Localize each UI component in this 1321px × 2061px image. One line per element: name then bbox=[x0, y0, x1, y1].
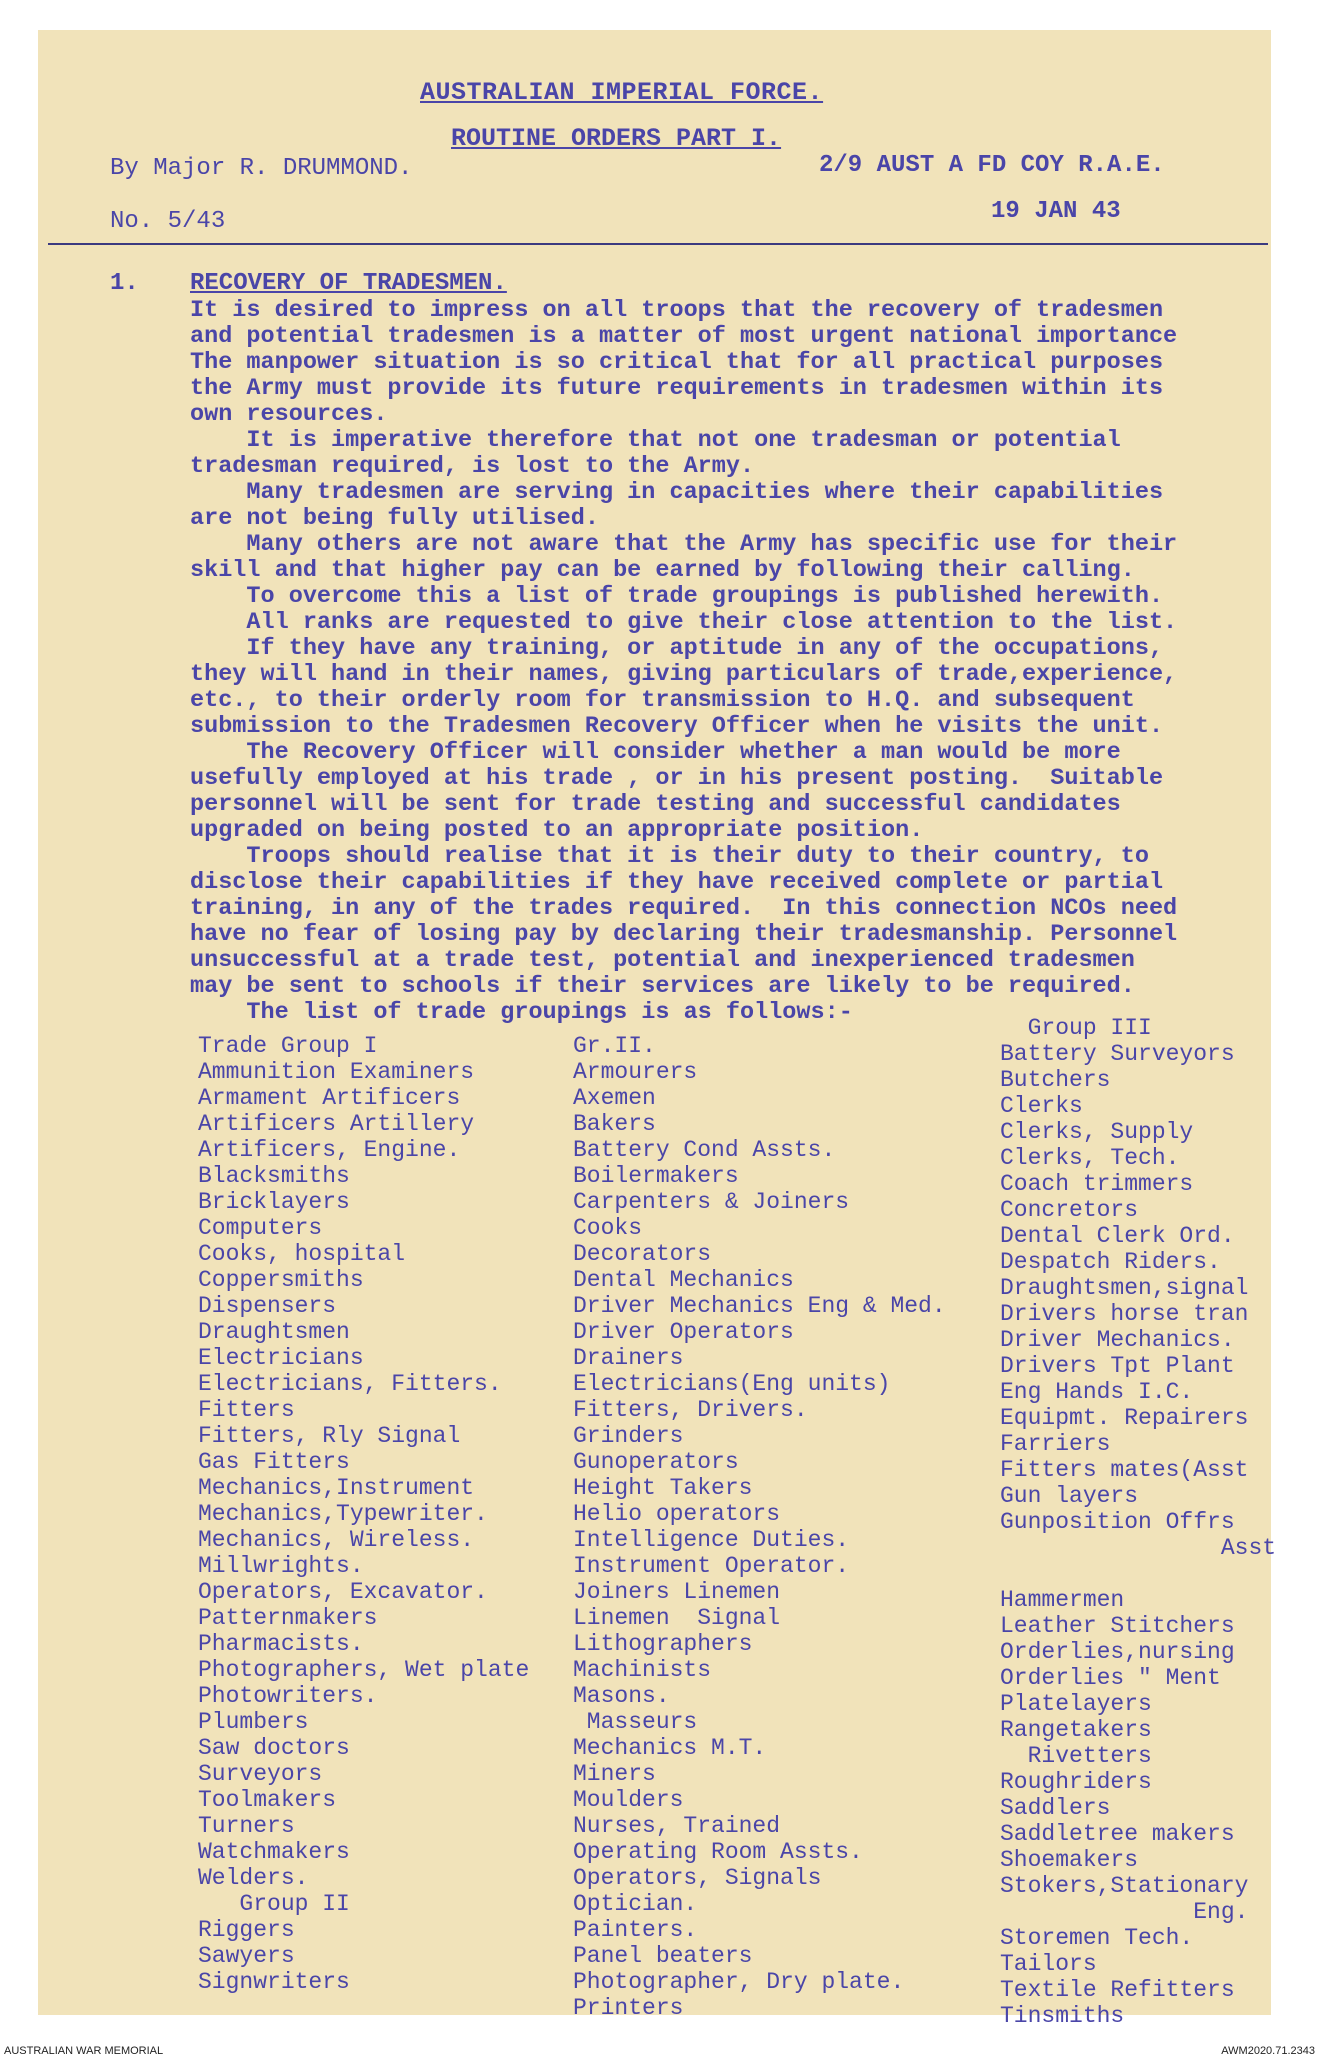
body-line: the Army must provide its future requirements in tradesmen within its bbox=[190, 375, 1164, 402]
trade-list-item: Joiners Linemen bbox=[573, 1579, 781, 1605]
trade-list-item: Dispensers bbox=[198, 1293, 337, 1319]
trade-list-item: Tinsmiths bbox=[1000, 2003, 1125, 2029]
document-subtitle: ROUTINE ORDERS PART I. bbox=[451, 124, 782, 153]
trade-list-item: Surveyors bbox=[198, 1761, 323, 1787]
trade-list-item: Photowriters. bbox=[198, 1683, 378, 1709]
body-line: All ranks are requested to give their close attention to the list. bbox=[190, 609, 1178, 636]
body-line: upgraded on being posted to an appropriate position. bbox=[190, 817, 924, 844]
trade-list-item: Cooks bbox=[573, 1215, 643, 1241]
document-sheet bbox=[38, 30, 1277, 2029]
trade-list-item: Photographers, Wet plate bbox=[198, 1657, 530, 1683]
trade-list-item: Saddletree makers bbox=[1000, 1821, 1235, 1847]
trade-list-item: Artificers, Engine. bbox=[198, 1137, 461, 1163]
trade-list-item: Gr.II. bbox=[573, 1033, 656, 1059]
body-line: etc., to their orderly room for transmission to H.Q. and subsequent bbox=[190, 687, 1135, 714]
order-date: 19 JAN 43 bbox=[991, 198, 1121, 225]
trade-list-item: Boilermakers bbox=[573, 1163, 739, 1189]
trade-list-item: Roughriders bbox=[1000, 1769, 1152, 1795]
trade-list-item: Coppersmiths bbox=[198, 1267, 364, 1293]
trade-list-item: Driver Mechanics Eng & Med. bbox=[573, 1293, 946, 1319]
trade-list-item: Linemen Signal bbox=[573, 1605, 781, 1631]
body-line: It is imperative therefore that not one tradesman or potential bbox=[190, 427, 1121, 454]
document-title: AUSTRALIAN IMPERIAL FORCE. bbox=[420, 78, 824, 107]
trade-list-item: Gun layers bbox=[1000, 1483, 1139, 1509]
trade-list-item: Drainers bbox=[573, 1345, 684, 1371]
trade-list-item: Masons. bbox=[573, 1683, 670, 1709]
trade-list-item bbox=[1000, 1561, 1276, 1587]
trade-list-item: Grinders bbox=[573, 1423, 684, 1449]
body-line: The manpower situation is so critical that for all practical purposes bbox=[190, 349, 1164, 376]
trade-list-item: Moulders bbox=[573, 1787, 684, 1813]
body-line: unsuccessful at a trade test, potential and inexperienced tradesmen bbox=[190, 947, 1135, 974]
trade-list-item: Platelayers bbox=[1000, 1691, 1152, 1717]
trade-list-item: Stokers,Stationary bbox=[1000, 1873, 1249, 1899]
archive-footer bbox=[0, 2044, 1321, 2061]
trade-list-item: Farriers bbox=[1000, 1431, 1111, 1457]
trade-list-item: Gas Fitters bbox=[198, 1449, 350, 1475]
body-line: usefully employed at his trade , or in his present posting. Suitable bbox=[190, 765, 1164, 792]
trade-list-item: Fitters mates(Asst bbox=[1000, 1457, 1249, 1483]
trade-list-item: Hammermen bbox=[1000, 1587, 1125, 1613]
trade-list-item: Drivers Tpt Plant bbox=[1000, 1353, 1235, 1379]
body-line: Many others are not aware that the Army has specific use for their bbox=[190, 531, 1178, 558]
trade-list-item: Group III bbox=[1000, 1015, 1152, 1041]
trade-list-item: Armament Artificers bbox=[198, 1085, 461, 1111]
trade-list-item: Fitters bbox=[198, 1397, 295, 1423]
body-line: skill and that higher pay can be earned by following their calling. bbox=[190, 557, 1135, 584]
unit-designation: 2/9 AUST A FD COY R.A.E. bbox=[819, 152, 1165, 179]
trade-list-item: Butchers bbox=[1000, 1067, 1111, 1093]
trade-list-item: Plumbers bbox=[198, 1709, 309, 1735]
trade-list-item: Helio operators bbox=[573, 1501, 781, 1527]
trade-list-item: Textile Refitters bbox=[1000, 1977, 1235, 2003]
trade-list-item: Fitters, Drivers. bbox=[573, 1397, 808, 1423]
trade-list-item: Battery Cond Assts. bbox=[573, 1137, 836, 1163]
trade-list-item: Operators, Excavator. bbox=[198, 1579, 488, 1605]
trade-list-item: Axemen bbox=[573, 1085, 656, 1111]
body-line: Many tradesmen are serving in capacities where their capabilities bbox=[190, 479, 1164, 506]
trade-list-item: Mechanics, Wireless. bbox=[198, 1527, 475, 1553]
body-line: have no fear of losing pay by declaring their tradesmanship. Personnel bbox=[190, 921, 1178, 948]
trade-list-item: Clerks bbox=[1000, 1093, 1083, 1119]
body-line: they will hand in their names, giving particulars of trade,experience, bbox=[190, 661, 1178, 688]
body-line: tradesman required, is lost to the Army. bbox=[190, 453, 755, 480]
trade-list-item: Operators, Signals bbox=[573, 1865, 822, 1891]
trade-list-item: Gunoperators bbox=[573, 1449, 739, 1475]
trade-list-item: Blacksmiths bbox=[198, 1163, 350, 1189]
trade-list-item: Group II bbox=[198, 1891, 350, 1917]
body-line: may be sent to schools if their services are likely to be required. bbox=[190, 973, 1135, 1000]
trade-list-item: Nurses, Trained bbox=[573, 1813, 781, 1839]
footer-institution: AUSTRALIAN WAR MEMORIAL bbox=[4, 2045, 164, 2057]
trade-list-item: Draughtsmen bbox=[198, 1319, 350, 1345]
trade-list-item: Storemen Tech. bbox=[1000, 1925, 1194, 1951]
trade-list-item: Mechanics,Instrument bbox=[198, 1475, 475, 1501]
trade-list-item: Dental Mechanics bbox=[573, 1267, 794, 1293]
trade-list-item: Coach trimmers bbox=[1000, 1171, 1194, 1197]
body-line: are not being fully utilised. bbox=[190, 505, 599, 532]
trade-list-item: Computers bbox=[198, 1215, 323, 1241]
trade-list-item: Decorators bbox=[573, 1241, 712, 1267]
trade-list-item: Leather Stitchers bbox=[1000, 1613, 1235, 1639]
trade-list-item: Shoemakers bbox=[1000, 1847, 1139, 1873]
trade-list-item: Miners bbox=[573, 1761, 656, 1787]
trade-list-item: Orderlies " Ment bbox=[1000, 1665, 1221, 1691]
trade-list-item: Painters. bbox=[573, 1917, 698, 1943]
trade-list-item: Draughtsmen,signal bbox=[1000, 1275, 1249, 1301]
trade-list-item: Intelligence Duties. bbox=[573, 1527, 850, 1553]
trade-list-item: Printers bbox=[573, 1995, 684, 2021]
trade-list-item: Panel beaters bbox=[573, 1943, 753, 1969]
trade-list-item: Sawyers bbox=[198, 1943, 295, 1969]
header-rule bbox=[48, 243, 1268, 245]
body-line: Troops should realise that it is their duty to their country, to bbox=[190, 843, 1149, 870]
trade-list-item: Equipmt. Repairers bbox=[1000, 1405, 1249, 1431]
trade-list-item: Artificers Artillery bbox=[198, 1111, 475, 1137]
trade-list-item: Armourers bbox=[573, 1059, 698, 1085]
trade-list-item: Fitters, Rly Signal bbox=[198, 1423, 461, 1449]
trade-list-item: Battery Surveyors bbox=[1000, 1041, 1235, 1067]
body-line: submission to the Tradesmen Recovery Officer when he visits the unit. bbox=[190, 713, 1164, 740]
item-title: RECOVERY OF TRADESMEN. bbox=[190, 270, 507, 297]
trade-list-item: Millwrights. bbox=[198, 1553, 364, 1579]
trade-list-item: Toolmakers bbox=[198, 1787, 337, 1813]
trade-list-item: Lithographers bbox=[573, 1631, 753, 1657]
trade-list-item: Pharmacists. bbox=[198, 1631, 364, 1657]
trade-list-item: Instrument Operator. bbox=[573, 1553, 850, 1579]
body-line: It is desired to impress on all troops that the recovery of tradesmen bbox=[190, 297, 1164, 324]
trade-list-item: Trade Group I bbox=[198, 1033, 378, 1059]
body-line: disclose their capabilities if they have received complete or partial bbox=[190, 869, 1164, 896]
body-line: To overcome this a list of trade groupings is published herewith. bbox=[190, 583, 1164, 610]
trade-list-item: Driver Mechanics. bbox=[1000, 1327, 1235, 1353]
trade-list-item: Driver Operators bbox=[573, 1319, 794, 1345]
trade-list-item: Watchmakers bbox=[198, 1839, 350, 1865]
trade-list-item: Drivers horse tran bbox=[1000, 1301, 1249, 1327]
footer-reference: AWM2020.71.2343 bbox=[1221, 2045, 1315, 2057]
body-line: own resources. bbox=[190, 401, 388, 428]
trade-list-item: Rivetters bbox=[1000, 1743, 1152, 1769]
trade-list-item: Rangetakers bbox=[1000, 1717, 1152, 1743]
body-line: personnel will be sent for trade testing and successful candidates bbox=[190, 791, 1121, 818]
trade-list-item: Turners bbox=[198, 1813, 295, 1839]
body-line: The Recovery Officer will consider whether a man would be more bbox=[190, 739, 1121, 766]
trade-list-item: Signwriters bbox=[198, 1969, 350, 1995]
trade-list-item: Carpenters & Joiners bbox=[573, 1189, 850, 1215]
trade-list-item: Eng. bbox=[1000, 1899, 1249, 1925]
trade-list-item: Height Takers bbox=[573, 1475, 753, 1501]
trade-list-item: Asst bbox=[1000, 1535, 1277, 1561]
trade-list-item: Eng Hands I.C. bbox=[1000, 1379, 1194, 1405]
trade-list-item: Operating Room Assts. bbox=[573, 1839, 863, 1865]
trade-list-item: Mechanics,Typewriter. bbox=[198, 1501, 488, 1527]
trade-list-item: Welders. bbox=[198, 1865, 309, 1891]
trade-list-item: Photographer, Dry plate. bbox=[573, 1969, 905, 1995]
trade-list-item: Despatch Riders. bbox=[1000, 1249, 1221, 1275]
trade-list-item: Electricians bbox=[198, 1345, 364, 1371]
trade-list-item: Clerks, Supply bbox=[1000, 1119, 1194, 1145]
trade-list-item: Mechanics M.T. bbox=[573, 1735, 767, 1761]
trade-list-item: Electricians, Fitters. bbox=[198, 1371, 502, 1397]
order-number: No. 5/43 bbox=[110, 208, 226, 235]
trade-list-item: Dental Clerk Ord. bbox=[1000, 1223, 1235, 1249]
trade-list-item: Machinists bbox=[573, 1657, 712, 1683]
trade-list-item: Gunposition Offrs bbox=[1000, 1509, 1235, 1535]
trade-list-item: Cooks, hospital bbox=[198, 1241, 406, 1267]
trade-list-item: Bricklayers bbox=[198, 1189, 350, 1215]
trade-list-item: Patternmakers bbox=[198, 1605, 378, 1631]
body-line: If they have any training, or aptitude in any of the occupations, bbox=[190, 635, 1164, 662]
trade-list-item: Tailors bbox=[1000, 1951, 1097, 1977]
trade-list-item: Ammunition Examiners bbox=[198, 1059, 475, 1085]
trade-list-item: Concretors bbox=[1000, 1197, 1139, 1223]
trade-list-item: Orderlies,nursing bbox=[1000, 1639, 1235, 1665]
trade-list-item: Bakers bbox=[573, 1111, 656, 1137]
trade-list-item: Saw doctors bbox=[198, 1735, 350, 1761]
trade-list-item: Saddlers bbox=[1000, 1795, 1111, 1821]
trade-list-item: Clerks, Tech. bbox=[1000, 1145, 1180, 1171]
body-line: The list of trade groupings is as follows:- bbox=[190, 999, 853, 1026]
trade-column-2 bbox=[573, 1033, 946, 2021]
body-line: and potential tradesmen is a matter of most urgent national importance bbox=[190, 323, 1178, 350]
trade-list-item: Optician. bbox=[573, 1891, 698, 1917]
trade-list-item: Masseurs bbox=[573, 1709, 698, 1735]
trade-list-item: Riggers bbox=[198, 1917, 295, 1943]
trade-column-1 bbox=[198, 1033, 529, 1995]
item-body bbox=[190, 298, 1310, 1026]
authority-line: By Major R. DRUMMOND. bbox=[110, 155, 413, 182]
trade-column-3 bbox=[1000, 1015, 1276, 2029]
trade-list-item: Electricians(Eng units) bbox=[573, 1371, 891, 1397]
body-line: training, in any of the trades required. In this connection NCOs need bbox=[190, 895, 1178, 922]
item-number: 1. bbox=[110, 270, 139, 297]
